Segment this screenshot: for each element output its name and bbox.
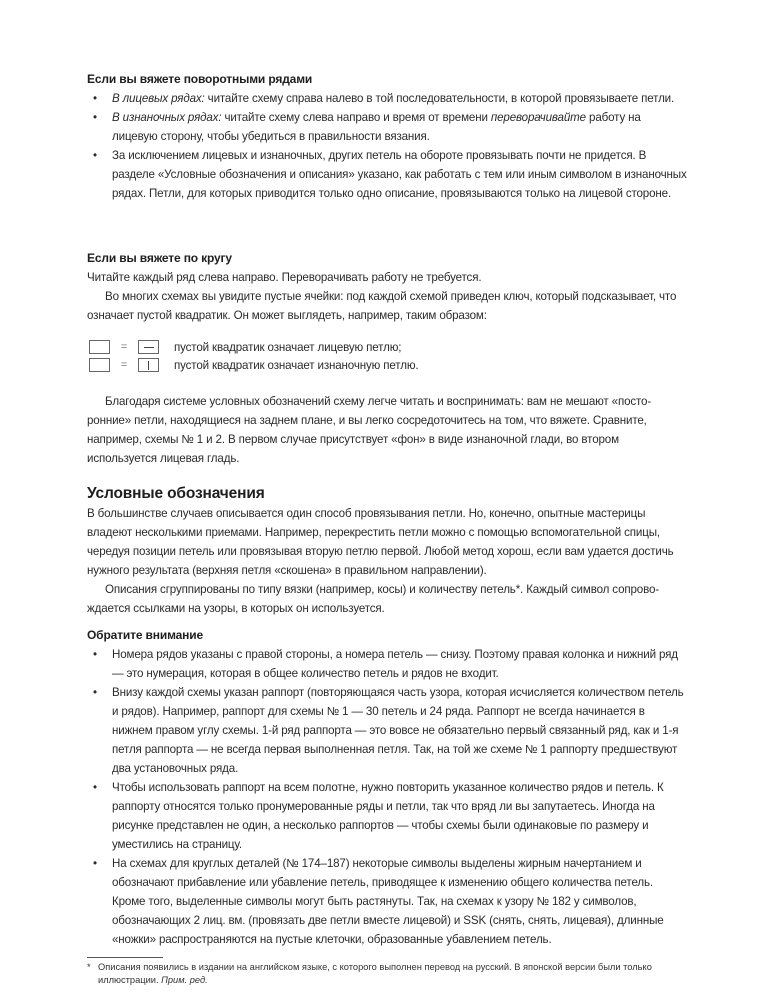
list-item: • Внизу каждой схемы указан раппорт (повторяющаяся часть узора, которая исчисляется количеством петель и рядов). Например, раппорт для схемы № 1 — 30 петель и 24 ряда. Раппорт не всегда начинается в нижнем правом углу схемы. 1-й ряд раппорта — это вовсе не обязательно первый связанный ряд, как и 1-я петля раппорта — не всегда первая выполненная петля. Так, на той же схеме № 1 раппорту предшествуют два установочных ряда. <box>87 683 687 778</box>
footnote-divider <box>87 957 163 958</box>
paragraph: Читайте каждый ряд слева направо. Переворачивать работу не требуется. <box>87 271 482 284</box>
list-item: • На схемах для круглых деталей (№ 174–187) некоторые символы выделены жирным начертанием и обозначают прибавление или убавление петель, приводящее к изменению общего количества петель. Кроме того, выделенные символы могут быть растянуты. Так, на схемах к узору № 182 у символов, обозначающих 2 лиц. вм. (провязать две петли вместе лицевой) и SSK (снять, снять, лицевая), длинные «ножки» распространяются на пустые клеточки, образованные убавлением петель. <box>87 854 687 949</box>
section-heading: Если вы вяжете поворотными рядами <box>87 72 313 86</box>
legend-row-knit <box>87 338 418 356</box>
section-attention <box>87 626 687 949</box>
paragraph: Во многих схемах вы увидите пустые ячейки: под каждой схемой приведен ключ, который подсказывает, что означает пустой квадратик. Он может выглядеть, например, таким образом: <box>87 290 677 322</box>
editor-note: Прим. ред. <box>161 975 208 985</box>
bullet-list <box>87 89 687 203</box>
section-heading: Если вы вяжете по кругу <box>87 251 232 265</box>
purl-symbol-icon <box>138 358 159 372</box>
equals-sign: = <box>120 358 128 371</box>
list-item: • Чтобы использовать раппорт на всем полотне, нужно повторить указанное количество рядов и петель. К раппорту относятся только пронумерованные ряды и петли, так что вряд ли вы запутаетесь. Иногда на рисунке представлен не один, а несколько раппортов — чтобы схемы были одинаковые по размеру и уместились на страницу. <box>87 778 687 854</box>
list-item: • В лицевых рядах: читайте схему справа налево в той последовательности, в которой провязываете петли. <box>87 89 687 108</box>
section-in-the-round <box>87 249 687 325</box>
footnote-text: Описания появились в издании на английском языке, с которого выполнен перевод на русский. В японской версии были только иллюстрации. <box>98 962 652 985</box>
list-item: • Номера рядов указаны с правой стороны, а номера петель — снизу. Поэтому правая колонка и нижний ряд — это нумерация, которая в общее количество петель и рядов не входит. <box>87 645 687 683</box>
legend-text: пустой квадратик означает лицевую петлю; <box>174 340 402 354</box>
legend-text: пустой квадратик означает изнаночную петлю. <box>174 358 419 372</box>
section-benefit <box>87 392 687 468</box>
legend-row-purl <box>87 356 418 374</box>
list-item: • В изнаночных рядах: читайте схему слева направо и время от времени переворачивайте работу на лицевую сторону, чтобы убедиться в правильности вязания. <box>87 108 687 146</box>
equals-sign: = <box>120 340 128 353</box>
section-symbols <box>87 483 687 618</box>
paragraph: В большинстве случаев описывается один способ провязывания петли. Но, конечно, опытные мастерицы владеют несколькими приемами. Например, перекрестить петли можно с помощью вспомогательной спицы, чередуя позиции петель или провязывая вторую петлю первой. Любой метод хорош, если вам удается достичь нужного результата (верхняя петля «скошена» в правильном направлении). <box>87 507 674 577</box>
paragraph: Описания сгруппированы по типу вязки (например, косы) и количеству петель*. Каждый символ сопровождается ссылками на узоры, в которых он используется. <box>87 583 660 615</box>
section-heading: Условные обозначения <box>87 485 265 502</box>
footnote-marker: * <box>87 962 91 972</box>
empty-square-icon <box>89 358 110 372</box>
knit-symbol-icon <box>138 340 159 354</box>
section-heading: Обратите внимание <box>87 628 204 642</box>
list-item: • За исключением лицевых и изнаночных, других петель на обороте провязывать почти не придется. В разделе «Условные обозначения и описания» указано, как работать с тем или иным символом в изнаночных рядах. Петли, для которых приводится только одно описание, провязываются только на лицевой стороне. <box>87 146 687 203</box>
footnote <box>87 961 697 987</box>
empty-square-icon <box>89 340 110 354</box>
bullet-list <box>87 645 687 949</box>
symbol-legend <box>87 338 418 374</box>
paragraph: Благодаря системе условных обозначений схему легче читать и воспринимать: вам не мешают «посторонние» петли, находящиеся на заднем плане, и вы легко сосредоточитесь на том, что вяжете. Сравните, например, схемы № 1 и 2. В первом случае присутствует «фон» в виде изнаночной глади, во втором используется лицевая гладь. <box>87 395 652 465</box>
section-turning-rows <box>87 70 687 203</box>
